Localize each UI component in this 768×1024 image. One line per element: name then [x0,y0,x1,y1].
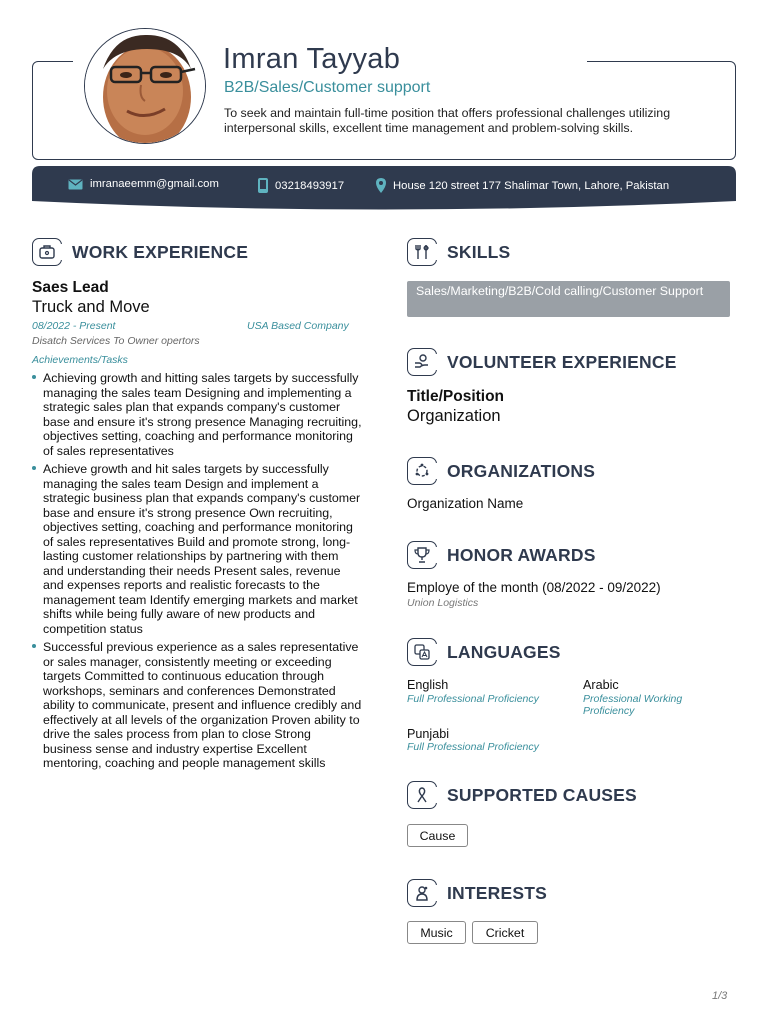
language-name: Arabic [583,678,619,692]
volunteer-position: Title/Position [407,388,505,405]
languages-heading [407,638,561,666]
organizations-heading [407,457,595,485]
helping-hand-icon [407,348,437,376]
briefcase-icon [32,238,62,266]
contact-phone[interactable] [258,178,344,193]
award-title: Employe of the month (08/2022 - 09/2022) [407,580,661,595]
interests-title: INTERESTS [447,882,548,903]
email-text: imranaeemm@gmail.com [90,178,219,190]
ribbon-icon [407,781,437,809]
achievements-list [32,371,362,775]
honor-awards-title: HONOR AWARDS [447,544,596,565]
supported-causes-heading [407,781,637,809]
contact-email[interactable] [68,178,219,190]
skills-title: SKILLS [447,241,511,262]
language-name: English [407,678,449,692]
job-location: USA Based Company [247,320,349,332]
organizations-title: ORGANIZATIONS [447,460,596,481]
volunteer-organization: Organization [407,407,501,425]
bullet-text: Achieving growth and hitting sales targets by successfully managing the sales team Designing and implementing a strategic sales plan that expands company's customer base and ensure it's strong presence Managing recruiting, objectives setting, coaching and performance monitoring of sales representatives [43,371,362,458]
volunteer-heading [407,348,677,376]
cause-tag: Cause [407,824,468,847]
skills-heading [407,238,510,266]
interest-tag: Cricket [472,921,538,944]
translate-icon [407,638,437,666]
work-experience-title: WORK EXPERIENCE [72,241,249,262]
bullet-text: Achieve growth and hit sales targets by successfully managing the sales team Design and implement a strategic business plan that expands company's customer base and ensure it's strong presence Own recruiting, objectives setting, coaching and performance monitoring of sales representatives Build and promote strong, long-lasting customer relationships by partnering with them and understanding their needs Present sales, revenue and expenses reports and realistic forecasts to the management team Identify emerging markets and market shifts while being fully aware of new products and competition status [43,462,361,636]
interest-tag: Music [407,921,466,944]
list-item [32,462,362,636]
list-item [32,371,362,458]
supported-causes-title: SUPPORTED CAUSES [447,784,637,805]
languages-title: LANGUAGES [447,641,561,662]
phone-icon [258,178,268,193]
page-indicator: 1/3 [712,990,728,1002]
volunteer-title: VOLUNTEER EXPERIENCE [447,351,677,372]
phone-text: 03218493917 [275,179,345,192]
candidate-name: Imran Tayyab [223,43,401,75]
language-level: Full Professional Proficiency [407,741,539,753]
envelope-icon [68,179,83,190]
job-company: Truck and Move [32,298,150,316]
achievements-label: Achievements/Tasks [32,354,128,366]
language-name: Punjabi [407,727,450,741]
location-pin-icon [376,178,386,193]
career-objective: To seek and maintain full-time position that offers professional challenges utilizing interpersonal skills, excellent time management and problem-solving skills. [224,106,671,135]
list-item [32,640,362,771]
address-text: House 120 street 177 Shalimar Town, Lahore, Pakistan [393,179,670,192]
language-level: Professional Working Proficiency [583,693,683,717]
interests-heading [407,879,547,907]
work-experience-heading [32,238,248,266]
tools-icon [407,238,437,266]
award-issuer: Union Logistics [407,597,479,609]
honor-awards-heading [407,541,596,569]
skill-tag: Sales/Marketing/B2B/Cold calling/Customer Support [407,281,730,317]
organization-name: Organization Name [407,496,524,511]
candidate-role: B2B/Sales/Customer support [224,79,431,96]
language-level: Full Professional Proficiency [407,693,539,705]
profile-photo [84,28,206,144]
bullet-text: Successful previous experience as a sales representative or sales manager, consistently meeting or exceeding targets Committed to continuous education through workshops, seminars and conferences Demonstrated ability to communicate, present and influence credibly and effectively at all levels of the organization Proven ability to drive the sales process from plan to close Strong business sense and industry expertise Excellent mentoring, coaching and people management skills [43,640,362,770]
trophy-icon [407,541,437,569]
job-title: Saes Lead [32,279,109,296]
network-icon [407,457,437,485]
interests-icon [407,879,437,907]
job-dates: 08/2022 - Present [32,320,116,332]
job-description: Disatch Services To Owner opertors [32,335,200,347]
contact-address [376,178,669,193]
